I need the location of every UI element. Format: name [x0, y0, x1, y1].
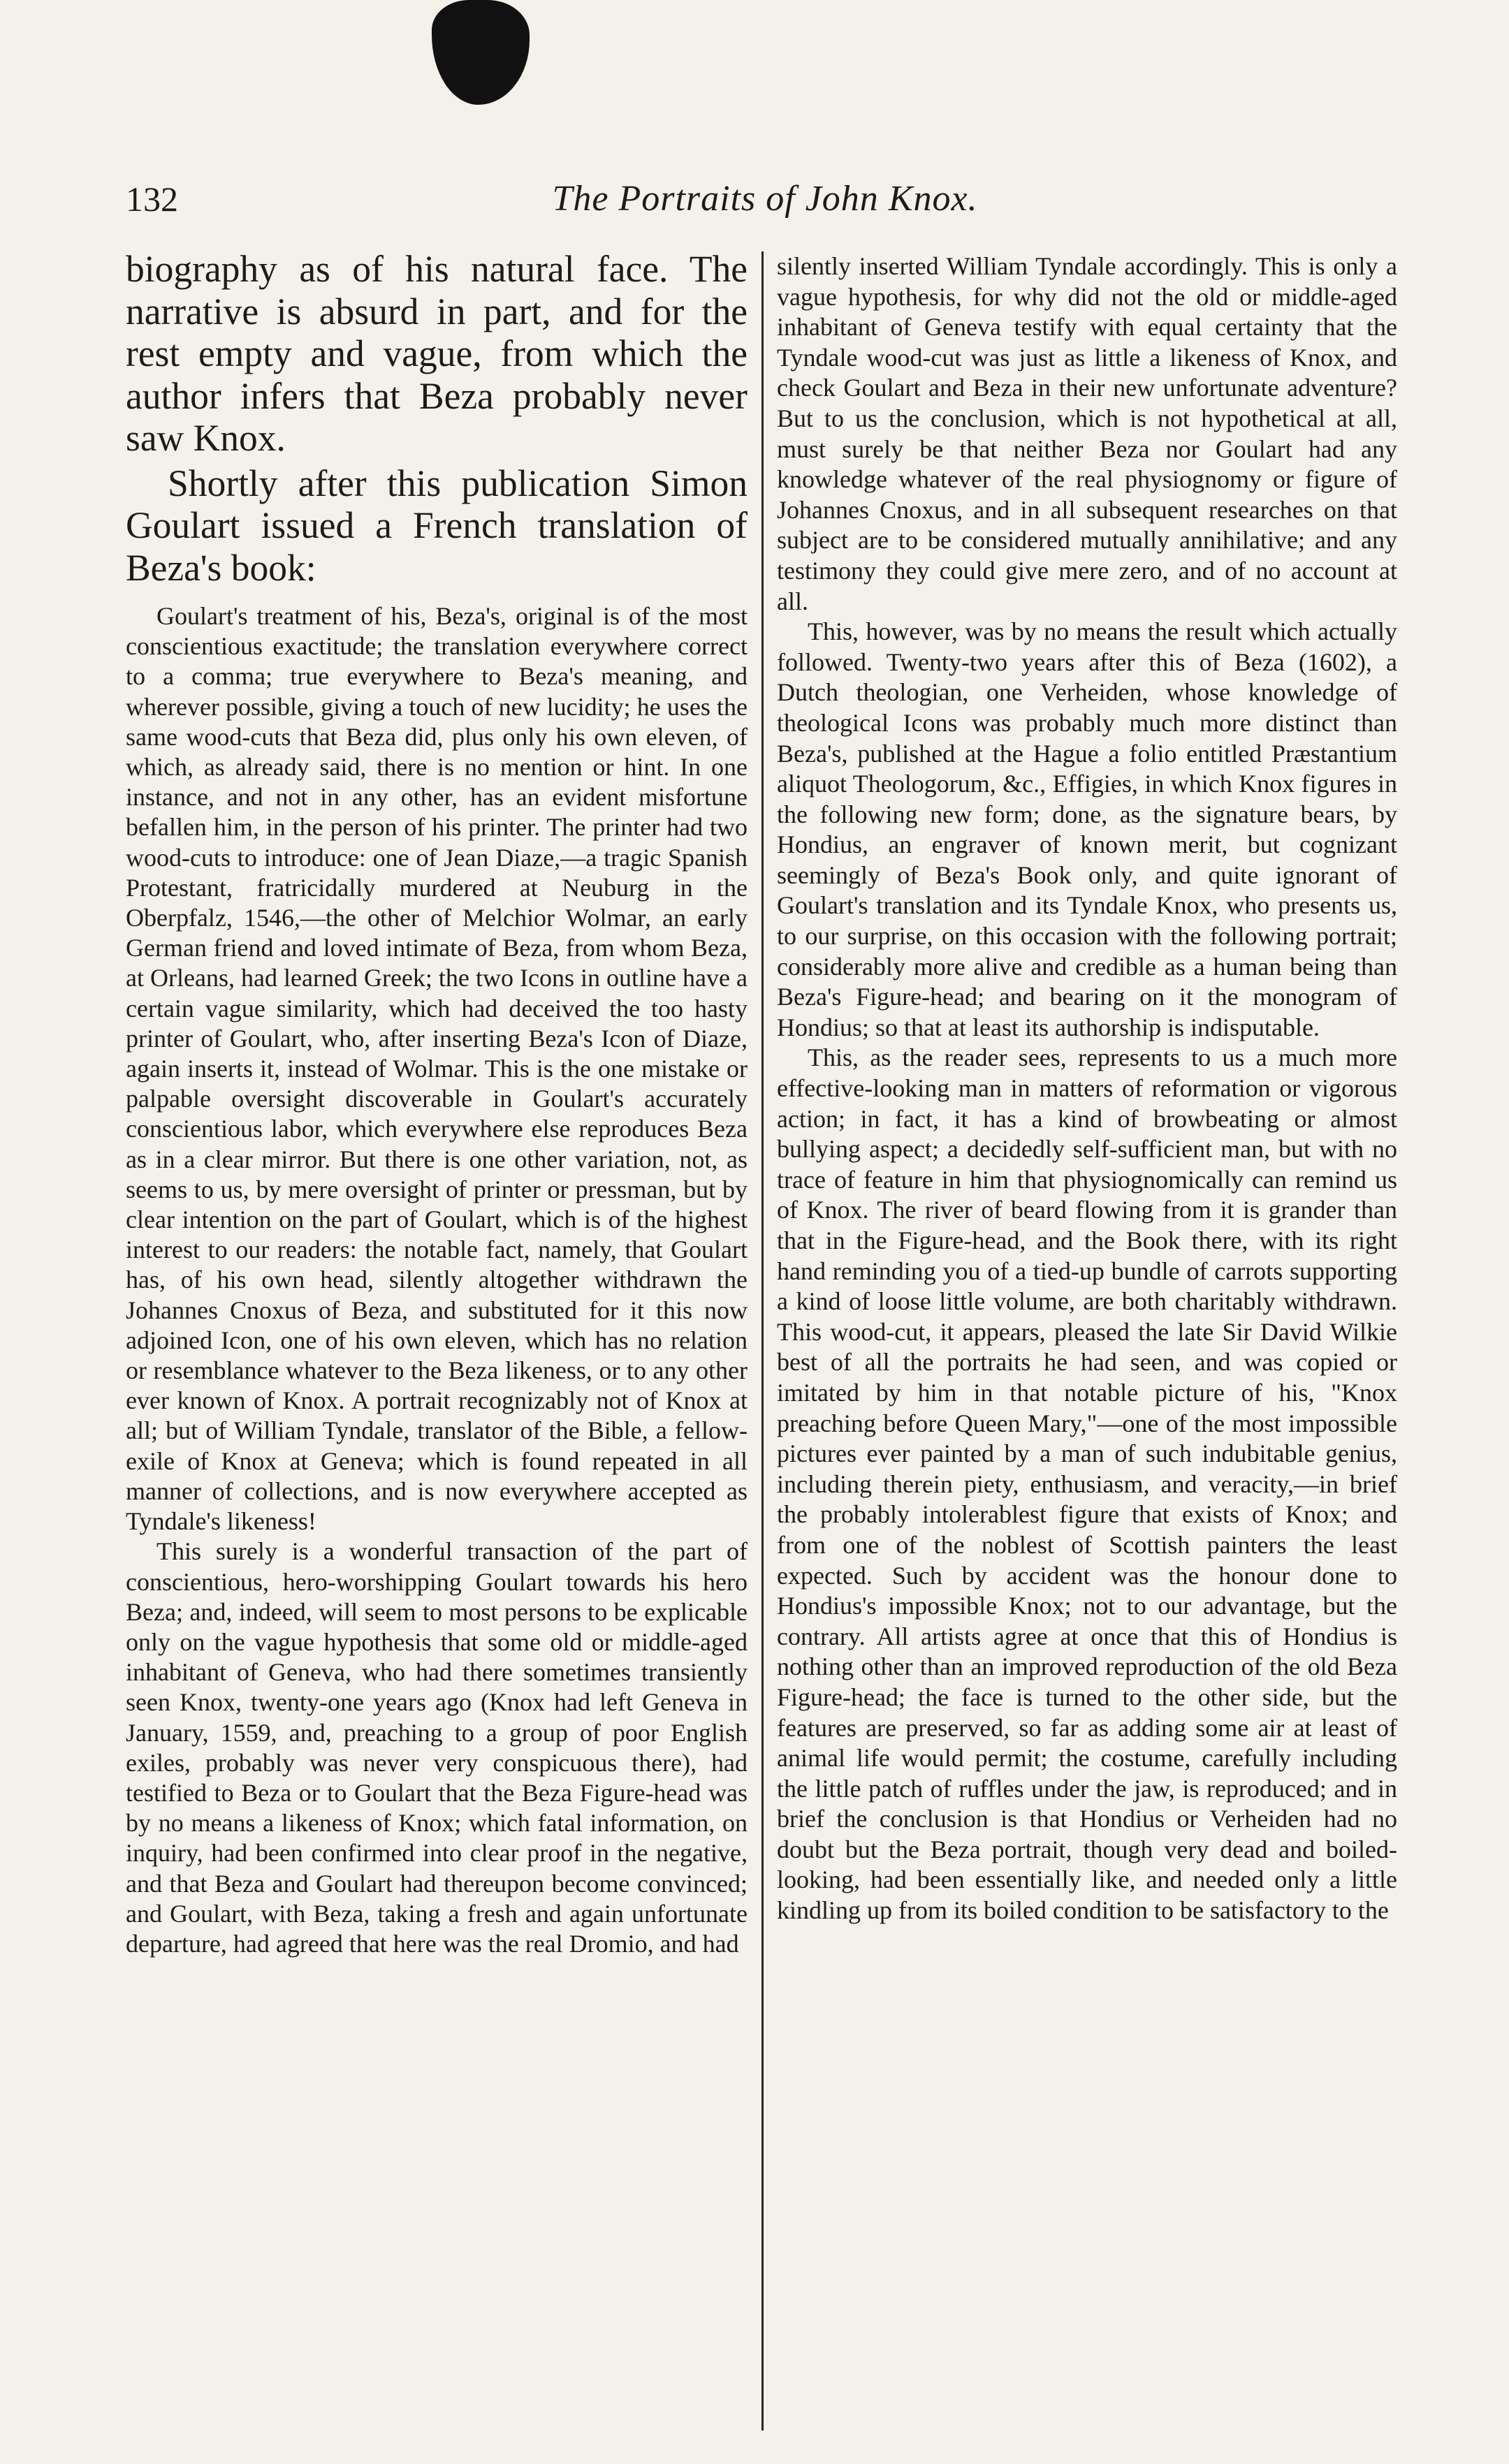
quote-paragraph-2: This surely is a wonderful transaction of the part of conscientious, hero-worshipping Goulart towards his hero Beza; and, indeed, will seem to most persons to be explicable only on the vague hypothesis that some old or middle-aged inhabitant of Geneva, who had there sometimes transiently seen Knox, twenty-one years ago (Knox had left Geneva in January, 1559, and, preaching to a group of poor English exiles, probably was never very conspicuous there), had testified to Beza or to Goulart that the Beza Figure-head was by no means a likeness of Knox; which fatal information, on inquiry, had been confirmed into clear proof in the negative, and that Beza and Goulart had thereupon become convinced; and Goulart, with Beza, taking a fresh and again unfortunate departure, had agreed that here was the real Dromio, and had — [126, 1537, 748, 1958]
running-title: The Portraits of John Knox. — [552, 179, 978, 219]
left-column — [126, 248, 748, 2434]
quote-paragraph-1: Goulart's treatment of his, Beza's, original is of the most conscientious exactitude; the translation everywhere correct to a comma; true everywhere to Beza's meaning, and wherever possible, giving a touch of new lucidity; he uses the same wood-cuts that Beza did, plus only his own eleven, of which, as already said, there is no mention or hint. In one instance, and not in any other, has an evident misfortune befallen him, in the person of his printer. The printer had two wood-cuts to introduce: one of Jean Diaze,—a tragic Spanish Protestant, fratricidally murdered at Neuburg in the Oberpfalz, 1546,—the other of Melchior Wolmar, an early German friend and loved intimate of Beza, from whom Beza, at Orleans, had learned Greek; the two Icons in outline have a certain vague similarity, which had deceived the too hasty printer of Goulart, who, after inserting Beza's Icon of Diaze, again inserts it, instead of Wolmar. This is the one mistake or palpable oversight discoverable in Goulart's accurately conscientious labor, which everywhere else reproduces Beza as in a clear mirror. But there is one other variation, not, as seems to us, by mere oversight of printer or pressman, but by clear intention on the part of Goulart, which is of the highest interest to our readers: the notable fact, namely, that Goulart has, of his own head, silently altogether withdrawn the Johannes Cnoxus of Beza, and substituted for it this now adjoined Icon, one of his own eleven, which has no relation or resemblance whatever to the Beza likeness, or to any other ever known of Knox. A portrait recognizably not of Knox at all; but of William Tyndale, translator of the Bible, a fellow-exile of Knox at Geneva; which is found repeated in all manner of collections, and is now everywhere accepted as Tyndale's likeness! — [126, 602, 748, 1536]
right-paragraph-3: This, as the reader sees, represents to us a much more effective-looking man in matters of reformation or vigorous action; in fact, it has a kind of browbeating or almost bullying aspect; a decidedly self-sufficient man, but with no trace of feature in him that physiognomically can remind us of Knox. The river of beard flowing from it is grander than that in the Figure-head, and the Book there, with its right hand reminding you of a tied-up bundle of carrots supporting a kind of loose little volume, are both charitably withdrawn. This wood-cut, it appears, pleased the late Sir David Wilkie best of all the portraits he had seen, and was copied or imitated by him in that notable picture of his, "Knox preaching before Queen Mary,"—one of the most impossible pictures ever painted by a man of such indubitable genius, including therein piety, enthusiasm, and veracity,—in brief the probably intolerablest figure that exists of Knox; and from one of the noblest of Scottish painters the least expected. Such by accident was the honour done to Hondius's impossible Knox; not to our advantage, but the contrary. All artists agree at once that this of Hondius is nothing other than an improved reproduction of the old Beza Figure-head; the face is turned to the other side, but the features are preserved, so far as adding some air at least of animal life would permit; the costume, carefully including the little patch of ruffles under the jaw, is reproduced; and in brief the conclusion is that Hondius or Verheiden had no doubt but the Beza portrait, though very dead and boiled-looking, had been essentially like, and needed only a little kindling up from its boiled condition to be satisfactory to the — [777, 1043, 1397, 1925]
right-column — [777, 251, 1397, 2434]
right-paragraph-1: silently inserted William Tyndale accordingly. This is only a vague hypothesis, for why did not the old or middle-aged inhabitant of Geneva testify with equal certainty that the Tyndale wood-cut was just as little a likeness of Knox, and check Goulart and Beza in their new unfortunate adventure? But to us the conclusion, which is not hypothetical at all, must surely be that neither Beza nor Goulart had any knowledge whatever of the real physiognomy or figure of Johannes Cnoxus, and in all subsequent researches on that subject are to be considered mutually annihilative; and any testimony they could give mere zero, and of no account at all. — [777, 252, 1397, 615]
lead-paragraph-1: biography as of his natural face. The narrative is absurd in part, and for the rest empty and vague, from which the author infers that Beza probably never saw Knox. — [126, 248, 748, 459]
right-paragraph-2: This, however, was by no means the result which actually followed. Twenty-two years after this of Beza (1602), a Dutch theologian, one Verheiden, whose knowledge of theological Icons was probably much more distinct than Beza's, published at the Hague a folio entitled Præstantium aliquot Theologorum, &c., Effigies, in which Knox figures in the following new form; done, as the signature bears, by Hondius, an engraver of known merit, but cognizant seemingly of Beza's Book only, and quite ignorant of Goulart's translation and its Tyndale Knox, who presents us, to our surprise, on this occasion with the following portrait; considerably more alive and credible as a human being than Beza's Figure-head; and bearing on it the monogram of Hondius; so that at least its authorship is indisputable. — [777, 617, 1397, 1041]
page-number: 132 — [126, 179, 178, 219]
lead-paragraph-2: Shortly after this publication Simon Goulart issued a French translation of Beza's book: — [126, 462, 748, 589]
ink-blot — [432, 0, 530, 105]
page-header — [126, 175, 1404, 230]
column-divider — [761, 251, 764, 2430]
